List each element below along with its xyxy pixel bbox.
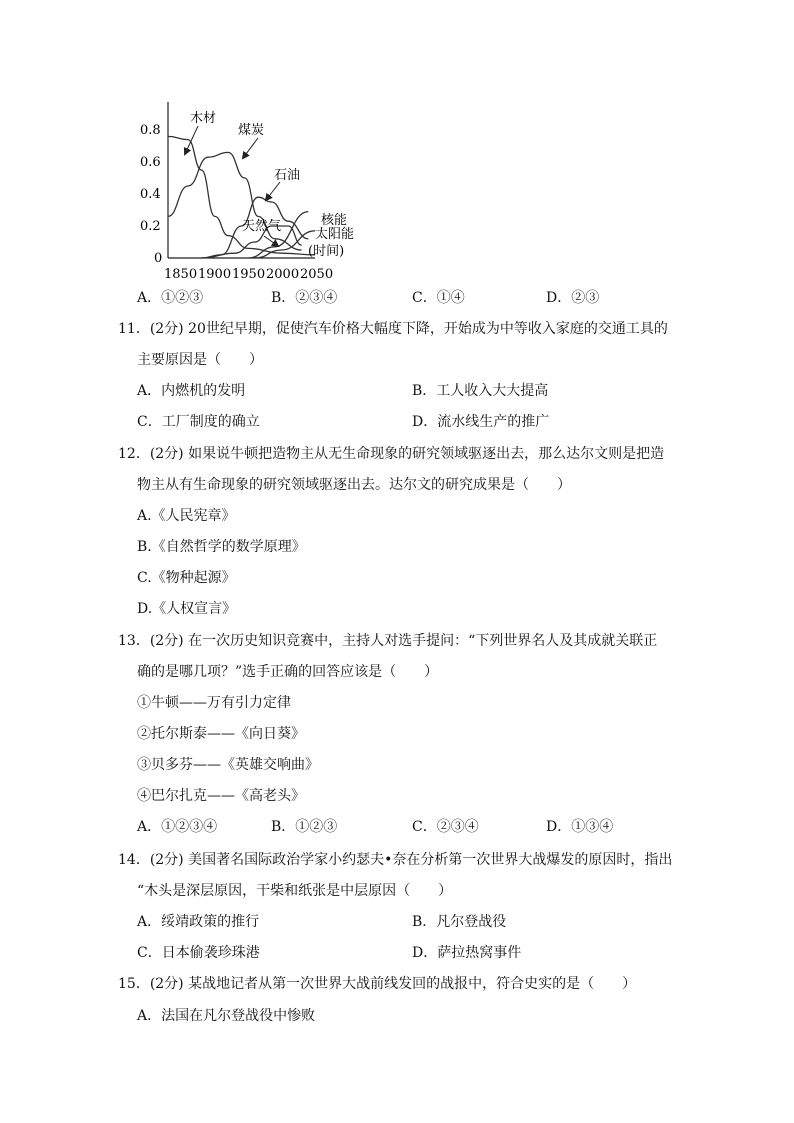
q11-stem-line1: 11．(2分) 20世纪早期，促使汽车价格大幅度下降，开始成为中等收入家庭的交通工具的 (118, 321, 668, 337)
series-label-nuclear: 核能 (321, 213, 348, 228)
q14-option-c[interactable]: C．日本偷袭珍珠港 (137, 945, 260, 961)
q14-option-d[interactable]: D．萨拉热窝事件 (412, 945, 522, 961)
q12-option-a[interactable]: A.《人民宪章》 (137, 508, 236, 524)
q13-item-4: ④巴尔扎克——《高老头》 (137, 788, 305, 804)
q10-option-b[interactable]: B．②③④ (271, 290, 338, 306)
q14-stem-line1: 14．(2分) 美国著名国际政治学家小约瑟夫•奈在分析第一次世界大战爆发的原因时，指出 (118, 852, 673, 868)
q11-stem-line2: 主要原因是（ ） (137, 352, 263, 368)
q14-option-a[interactable]: A．绥靖政策的推行 (137, 914, 260, 930)
q10-option-a[interactable]: A．①②③ (137, 290, 204, 306)
q11-option-d[interactable]: D．流水线生产的推广 (412, 414, 550, 430)
q15-option-a[interactable]: A．法国在凡尔登战役中惨败 (137, 1008, 316, 1024)
q12-option-d[interactable]: D.《人权宣言》 (137, 601, 237, 617)
q12-stem-line2: 物主从有生命现象的研究领域驱逐出去。达尔文的研究成果是（ ） (137, 477, 571, 493)
q14-stem-line2: “木头是深层原因，干柴和纸张是中层原因（ ） (137, 883, 453, 899)
series-label-wood: 木材 (190, 111, 217, 126)
q13-option-c[interactable]: C．②③④ (412, 819, 479, 835)
q13-option-d[interactable]: D．①③④ (546, 819, 614, 835)
energy-chart (140, 100, 380, 290)
series-label-solar: 太阳能 (315, 227, 355, 242)
q12-option-b[interactable]: B.《自然哲学的数学原理》 (137, 539, 306, 555)
x-tick-label: 2000 (266, 267, 300, 282)
q12-option-c[interactable]: C.《物种起源》 (137, 570, 236, 586)
coal-arrow (243, 138, 258, 158)
time-annotation: (时间) (308, 244, 345, 259)
x-tick-label: 1850 (164, 267, 198, 282)
x-tick-label: 1950 (232, 267, 266, 282)
q12-stem-line1: 12．(2分) 如果说牛顿把造物主从无生命现象的研究领域驱逐出去，那么达尔文则是把造 (118, 446, 665, 462)
q13-item-2: ②托尔斯泰——《向日葵》 (137, 726, 305, 742)
x-tick-label: 1900 (198, 267, 232, 282)
q11-option-c[interactable]: C．工厂制度的确立 (137, 414, 260, 430)
y-tick-label: 0.6 (140, 155, 161, 170)
q15-stem-line1: 15．(2分) 某战地记者从第一次世界大战前线发回的战报中，符合史实的是（ ） (118, 976, 637, 992)
energy-chart-svg (140, 100, 380, 290)
y-tick-label: 0.8 (140, 123, 161, 138)
q11-option-b[interactable]: B．工人收入大大提高 (412, 383, 549, 399)
q13-stem-line1: 13．(2分) 在一次历史知识竞赛中，主持人对选手提问：“下列世界名人及其成就关联正 (118, 633, 658, 649)
q13-stem-line2: 确的是哪几项？”选手正确的回答应该是（ ） (137, 664, 439, 680)
q14-option-b[interactable]: B．凡尔登战役 (412, 914, 507, 930)
q13-item-3: ③贝多芬——《英雄交响曲》 (137, 757, 319, 773)
q10-option-d[interactable]: D．②③ (546, 290, 600, 306)
series-label-oil: 石油 (274, 168, 301, 183)
x-tick-label: 2050 (300, 267, 334, 282)
q13-item-1: ①牛顿——万有引力定律 (137, 695, 291, 711)
series-label-gas: 天然气 (242, 219, 282, 234)
y-tick-label: 0 (154, 251, 163, 266)
series-label-coal: 煤炭 (238, 123, 265, 138)
oil-arrow (266, 182, 280, 200)
q11-option-a[interactable]: A．内燃机的发明 (137, 383, 246, 399)
y-tick-label: 0.2 (140, 219, 161, 234)
q10-option-c[interactable]: C．①④ (412, 290, 465, 306)
q13-option-a[interactable]: A．①②③④ (137, 819, 218, 835)
q13-option-b[interactable]: B．①②③ (271, 819, 338, 835)
series-line-wood (168, 136, 315, 254)
y-tick-label: 0.4 (140, 187, 161, 202)
